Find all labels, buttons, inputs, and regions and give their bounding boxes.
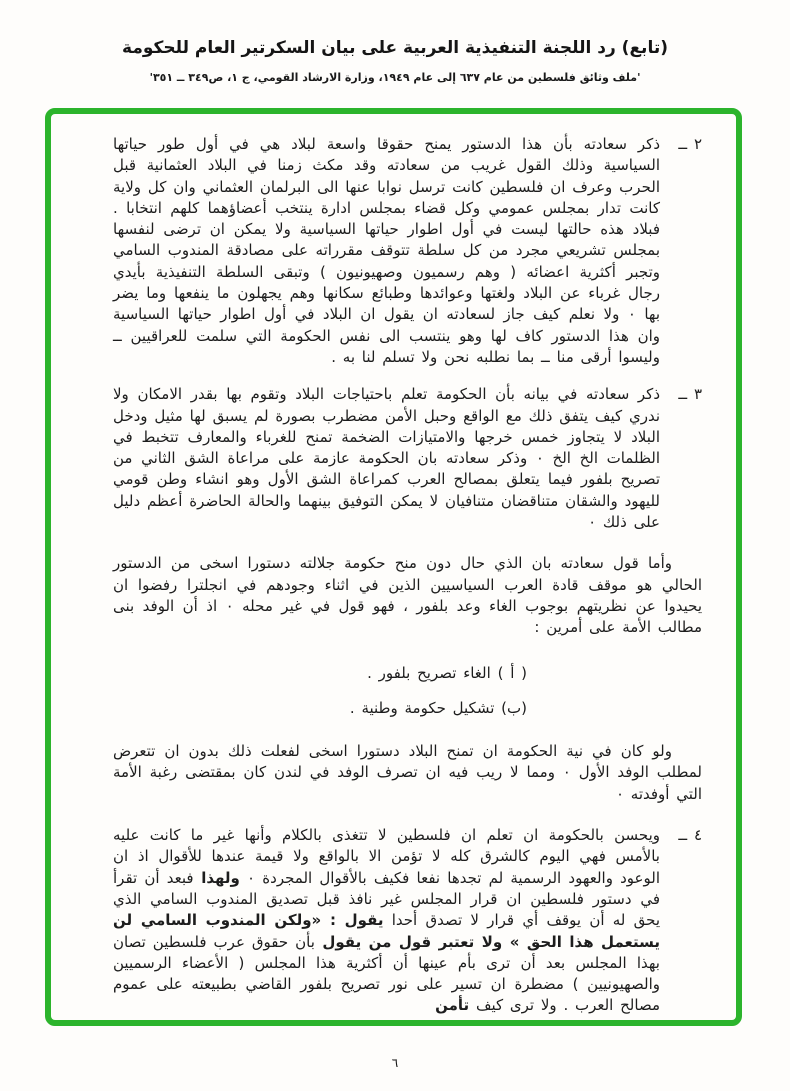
numbered-paragraph-4: [113, 825, 702, 1017]
list-item-b-label: (ب): [501, 698, 527, 717]
paragraph-segment: بأن حقوق عرب فلسطين تصان بهذا المجلس بعد أن ترى بأم عينها أن أكثرية هذا المجلس ( الأعضاء الرسميين والصهيونيين ) مضطرة ان تسير على نور تصريح بلفور القاضي بطبيعته على عموم مصالح العرب . ولا ترى كيف: [113, 932, 660, 1015]
paragraph-text: ذكر سعادته في بيانه بأن الحكومة تعلم باحتياجات البلاد وتقوم بها بقدر الامكان ولا ندري كيف يتفق ذلك مع الواقع وحبل الأمن مضطرب بصورة لم يسبق لها مثيل ودخل البلاد لا يتجاوز خمس خرجها والامتيازات الضخمة تمنح للغرباء والمعارف تتخبط في الظلمات الخ الخ ٠ وذكر سعادته بان الحكومة عازمة على مراعاة الشق الثاني من تصريح بلفور فيما يتعلق بمصالح العرب كمراعاة الشق الأول وهو انشاء وطن قومي لليهود والشقان متناقضان متنافيان لا يمكن التوفيق بينهما والحالة الحاضرة أعظم دليل على ذلك ٠: [113, 385, 660, 532]
paragraph-segment-bold: تأمن: [435, 996, 470, 1015]
numbered-paragraph-2: [113, 134, 702, 368]
paragraph-text: ذكر سعادته بأن هذا الدستور يمنح حقوقا واسعة لبلاد هي في أول طور حياتها السياسية وذلك القول غريب من سعادته وقد مكث زمنا في البلاد العثمانية قبل الحرب وعرف ان فلسطين كانت ترسل نوابا عنها الى البرلمان العثماني وان كل ولاية كانت تدار بمجلس عمومي وكل قضاء بمجلس ادارة ينتخب أعضاؤهما كلهم انتخابا . فبلاد هذه حالتها ليست في أول اطوار حياتها السياسية ولا يمكن ان ترضى لنفسها بمجلس تشريعي مجرد من كل سلطة تتوقف مقرراته على مصادقة المندوب السامي وتجبر أكثرية اعضائه ( وهم رسميون وصهيونيون ) وتبقى السلطة التنفيذية بأيدي رجال غرباء عن البلاد ولغتها وعوائدها وطبائع سكانها وهم يجهلون ما ينفعها وما يضر بها ٠ ولا نعلم كيف جاز لسعادته ان يقول ان البلاد في أول اطوار حياتها السياسية وان هذا الدستور كاف لها وهو ينتسب الى نفس الحكومة التي سلمت للعراقيين ــ وليسوا أرقى منا ــ بما نطلبه نحن ولا تسلم لنا به .: [113, 135, 660, 366]
paragraph-segment-bold: ولهذا: [193, 868, 240, 887]
document-body: [51, 114, 736, 1017]
document-source-citation: 'ملف وثائق فلسطين من عام ٦٣٧ إلى عام ١٩٤٩، وزارة الارشاد القومي، ج ١، ص٣٤٩ ــ ٣٥١': [149, 71, 641, 84]
document-header: [0, 0, 790, 84]
list-item-a: [113, 663, 527, 684]
paragraph-segment: فبعد أن تقرأ في دستور فلسطين ان قرار المجلس غير نافذ قبل تصديق المندوب السامي الذي يحق له أن يوقف أي قرار لا تصدق أحدا: [113, 868, 660, 930]
numbered-paragraph-3: [113, 384, 702, 533]
document-title: (تابع) رد اللجنة التنفيذية العربية على بيان السكرتير العام للحكومة: [122, 38, 668, 58]
green-highlight-frame: [45, 108, 742, 1026]
item-number-4: ٤ ــ: [678, 826, 702, 845]
item-number-2: ٢ ــ: [678, 135, 702, 153]
item-number-3: ٣ ــ: [678, 385, 702, 404]
list-item-a-text: الغاء تصريح بلفور .: [367, 663, 491, 682]
list-item-b-text: تشكيل حكومة وطنية .: [349, 698, 495, 717]
paragraph-segment: ويحسن بالحكومة ان تعلم ان فلسطين لا تتغذى بالكلام وأنها غير ما كانت عليه بالأمس فهي اليوم كالشرق كله لا تؤمن الا بالواقع ولا قيمة عندها للأقوال اذ ان الوعود والعهود الرسمية لم تجدها نفعا فكيف بالأقوال المجردة ٠: [113, 826, 660, 887]
paragraph-segment-bold: يقول : «ولكن المندوب السامي لن يستعمل هذا الحق » ولا تعتبر قول من يقول: [113, 911, 660, 951]
paragraph-lawkan: ولو كان في نية الحكومة ان تمنح البلاد دستورا اسخى لفعلت ذلك بدون ان تتعرض لمطلب الوفد الأول ٠ ومما لا ريب فيه ان تصرف الوفد في لندن كان بمقتضى رغبة الأمة التي أوفدته ٠: [113, 742, 702, 803]
page-number: ٦: [391, 1056, 399, 1070]
list-item-b: [113, 698, 527, 719]
paragraph-amma: وأما قول سعادته بان الذي حال دون منح حكومة جلالته دستورا اسخى من الدستور الحالي هو موقف قادة العرب السياسيين الذين في اثناء وجودهم في انجلترا رفضوا ان يحيدوا عن نظريتهم بوجوب الغاء وعد بلفور ، فهو قول في غير محله ٠ اذ أن الوفد بنى مطالب الأمة على أمرين :: [113, 554, 702, 637]
list-item-a-label: ( أ ): [497, 663, 527, 682]
